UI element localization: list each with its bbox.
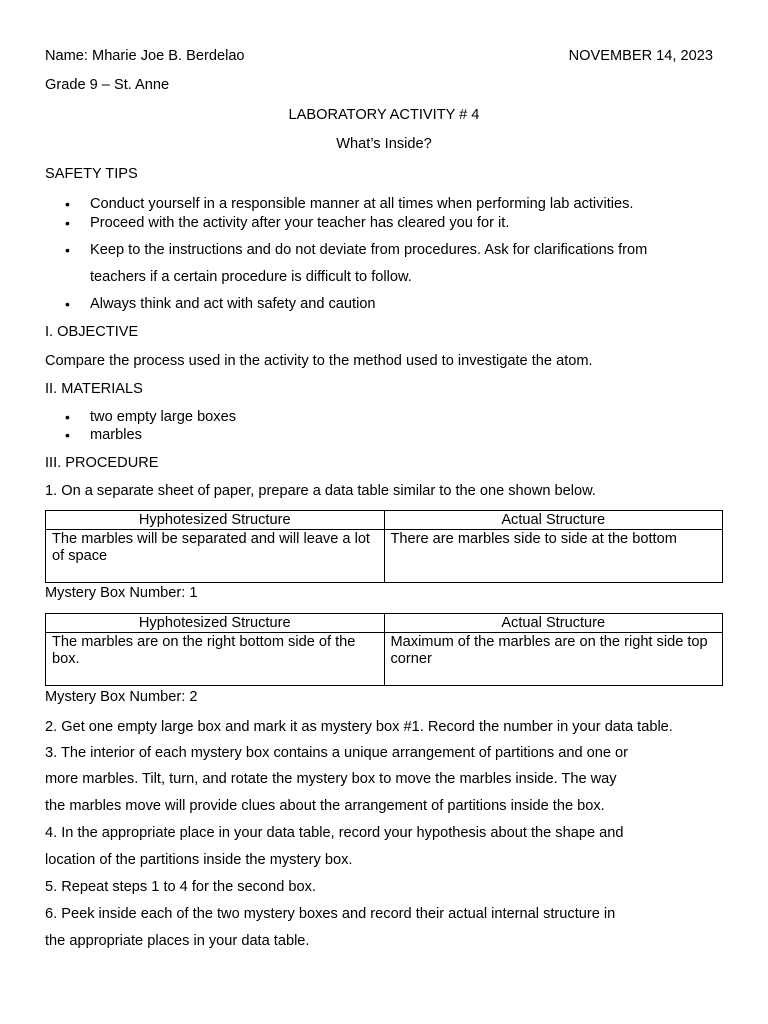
- hypothesized-cell: The marbles are on the right bottom side of the box.: [46, 633, 385, 686]
- material-item: • two empty large boxes: [45, 408, 236, 426]
- safety-tip-continued: teachers if a certain procedure is difficult to follow.: [90, 269, 412, 285]
- materials-heading: II. MATERIALS: [45, 381, 143, 397]
- procedure-line: 6. Peek inside each of the two mystery boxes and record their actual internal structure in: [45, 906, 616, 922]
- safety-tip: • Always think and act with safety and caution: [45, 295, 376, 313]
- column-header-hypothesized: Hyphotesized Structure: [46, 511, 385, 530]
- objective-heading: I. OBJECTIVE: [45, 324, 139, 340]
- activity-subtitle: What’s Inside?: [336, 136, 432, 152]
- hypothesized-cell: The marbles will be separated and will leave a lot of space: [46, 530, 385, 583]
- procedure-line: more marbles. Tilt, turn, and rotate the mystery box to move the marbles inside. The way: [45, 771, 617, 787]
- column-header-actual: Actual Structure: [384, 511, 723, 530]
- table-caption-box-2: Mystery Box Number: 2: [45, 689, 198, 705]
- safety-tip: • Keep to the instructions and do not deviate from procedures. Ask for clarifications from: [45, 241, 647, 268]
- objective-text: Compare the process used in the activity to the method used to investigate the atom.: [45, 353, 593, 369]
- table-caption-box-1: Mystery Box Number: 1: [45, 585, 198, 601]
- activity-title: LABORATORY ACTIVITY # 4: [288, 107, 480, 123]
- materials-list: [45, 408, 236, 444]
- procedure-line: location of the partitions inside the mystery box.: [45, 852, 353, 868]
- procedure-line: 5. Repeat steps 1 to 4 for the second box.: [45, 879, 316, 895]
- actual-cell: Maximum of the marbles are on the right side top corner: [384, 633, 723, 686]
- safety-tip: • Proceed with the activity after your teacher has cleared you for it.: [45, 214, 647, 241]
- column-header-actual: Actual Structure: [384, 614, 723, 633]
- actual-cell: There are marbles side to side at the bottom: [384, 530, 723, 583]
- procedure-step-1: 1. On a separate sheet of paper, prepare a data table similar to the one shown below.: [45, 483, 596, 499]
- safety-heading: SAFETY TIPS: [45, 166, 138, 182]
- safety-list: [45, 195, 647, 268]
- procedure-line: the appropriate places in your data table.: [45, 933, 310, 949]
- grade-section: Grade 9 – St. Anne: [45, 77, 170, 93]
- material-item: • marbles: [45, 426, 236, 444]
- student-name: Name: Mharie Joe B. Berdelao: [45, 48, 245, 64]
- data-table-box-1: [45, 510, 723, 583]
- procedure-line: 3. The interior of each mystery box contains a unique arrangement of partitions and one or: [45, 745, 629, 761]
- safety-tip: • Conduct yourself in a responsible manner at all times when performing lab activities.: [45, 195, 647, 214]
- activity-date: NOVEMBER 14, 2023: [568, 48, 713, 64]
- procedure-heading: III. PROCEDURE: [45, 455, 159, 471]
- procedure-line: 2. Get one empty large box and mark it as mystery box #1. Record the number in your data table.: [45, 719, 673, 735]
- procedure-line: 4. In the appropriate place in your data table, record your hypothesis about the shape and: [45, 825, 624, 841]
- safety-list-end: [45, 295, 376, 313]
- procedure-line: the marbles move will provide clues about the arrangement of partitions inside the box.: [45, 798, 605, 814]
- column-header-hypothesized: Hyphotesized Structure: [46, 614, 385, 633]
- data-table-box-2: [45, 613, 723, 686]
